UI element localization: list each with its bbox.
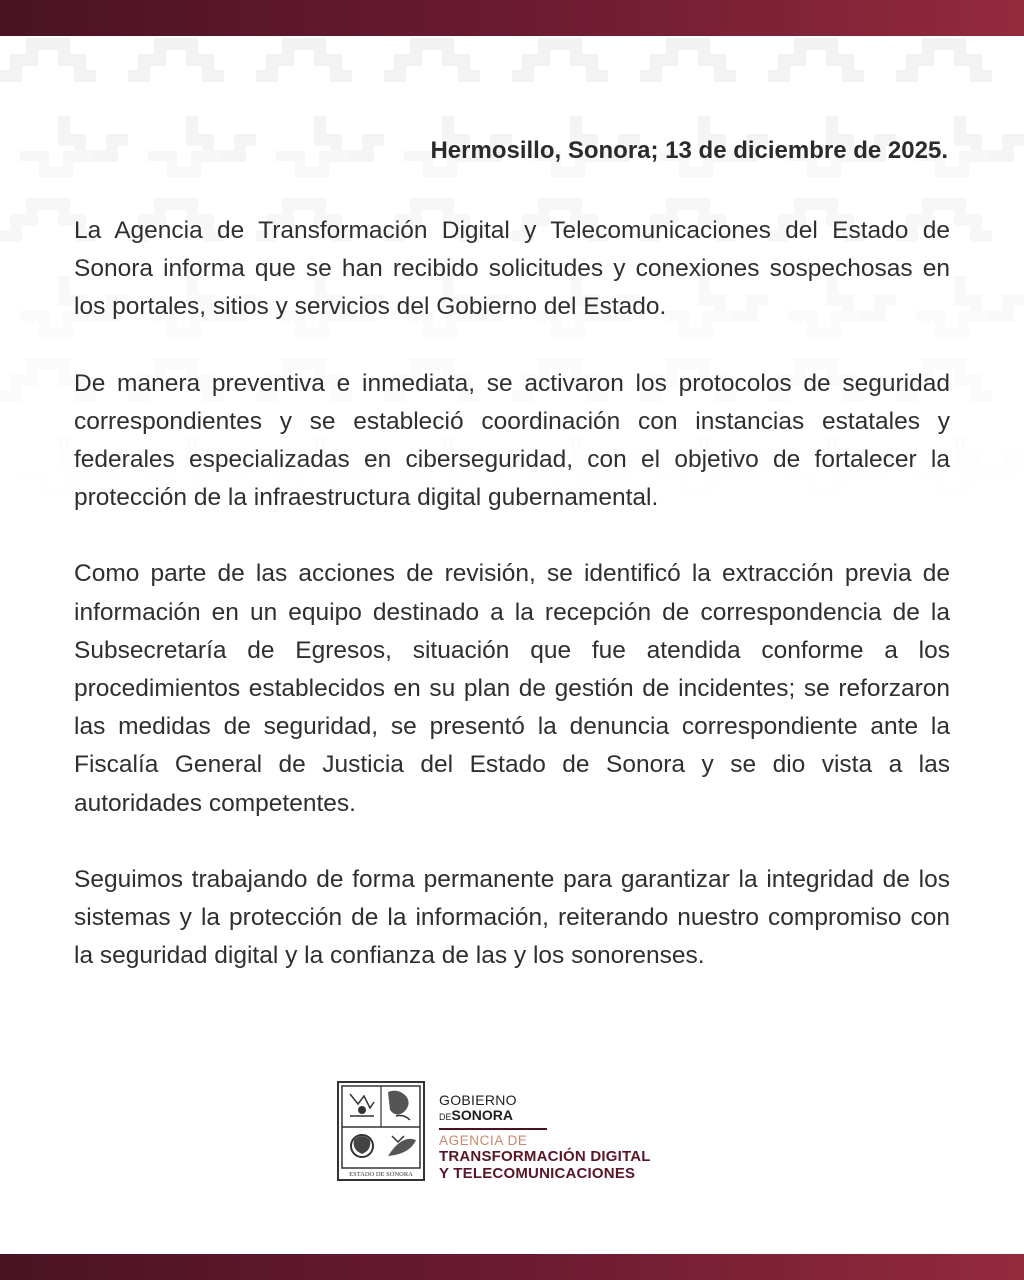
agency-line-3: Y TELECOMUNICACIONES xyxy=(439,1165,636,1182)
paragraph-2: De manera preventiva e inmediata, se activaron los protocolos de seguridad correspondientes y se estableció coordinación con instancias estatales y federales especializadas en ciberseguridad, con el objetivo de fortalecer la protección de la infraestructura digital gubernamental. xyxy=(74,369,950,512)
paragraph-3: Como parte de las acciones de revisión, se identificó la extracción previa de información en un equipo destinado a la recepción de correspondencia de la Subsecretaría de Egresos, situación que fue atendida conforme a los procedimientos establecidos en su plan de gestión de incidentes; se reforzaron las medidas de seguridad, se presentó la denuncia correspondiente ante la Fiscalía General de Justicia del Estado de Sonora y se dio vista a las autoridades competentes. xyxy=(74,560,950,817)
gov-line-2-main: SONORA xyxy=(451,1107,513,1123)
government-wordmark xyxy=(439,1093,517,1125)
agency-line-2: TRANSFORMACIÓN DIGITAL xyxy=(439,1148,651,1165)
paragraph-4: Seguimos trabajando de forma permanente para garantizar la integridad de los sistemas y la protección de la información, reiterando nuestro compromiso con la seguridad digital y la confianza de las y los sonorenses. xyxy=(74,865,950,970)
statement-body xyxy=(74,212,950,1013)
gov-line-2-prefix: DE xyxy=(439,1112,452,1122)
logo-divider xyxy=(439,1128,547,1130)
agency-line-1: AGENCIA DE xyxy=(439,1133,528,1148)
agency-wordmark xyxy=(439,1133,651,1182)
top-brand-band xyxy=(0,0,1024,36)
footer-logo xyxy=(336,1080,686,1185)
paragraph-1: La Agencia de Transformación Digital y Telecomunicaciones del Estado de Sonora informa que se han recibido solicitudes y conexiones sospechosas en los portales, sitios y servicios del Gobierno del Estado. xyxy=(74,217,950,321)
gov-line-2 xyxy=(439,1108,517,1125)
shield-caption: ESTADO DE SONORA xyxy=(349,1171,413,1178)
gov-line-1: GOBIERNO xyxy=(439,1092,517,1108)
state-shield-icon xyxy=(336,1080,426,1182)
bottom-brand-band xyxy=(0,1254,1024,1280)
date-line: Hermosillo, Sonora; 13 de diciembre de 2025. xyxy=(430,137,948,164)
